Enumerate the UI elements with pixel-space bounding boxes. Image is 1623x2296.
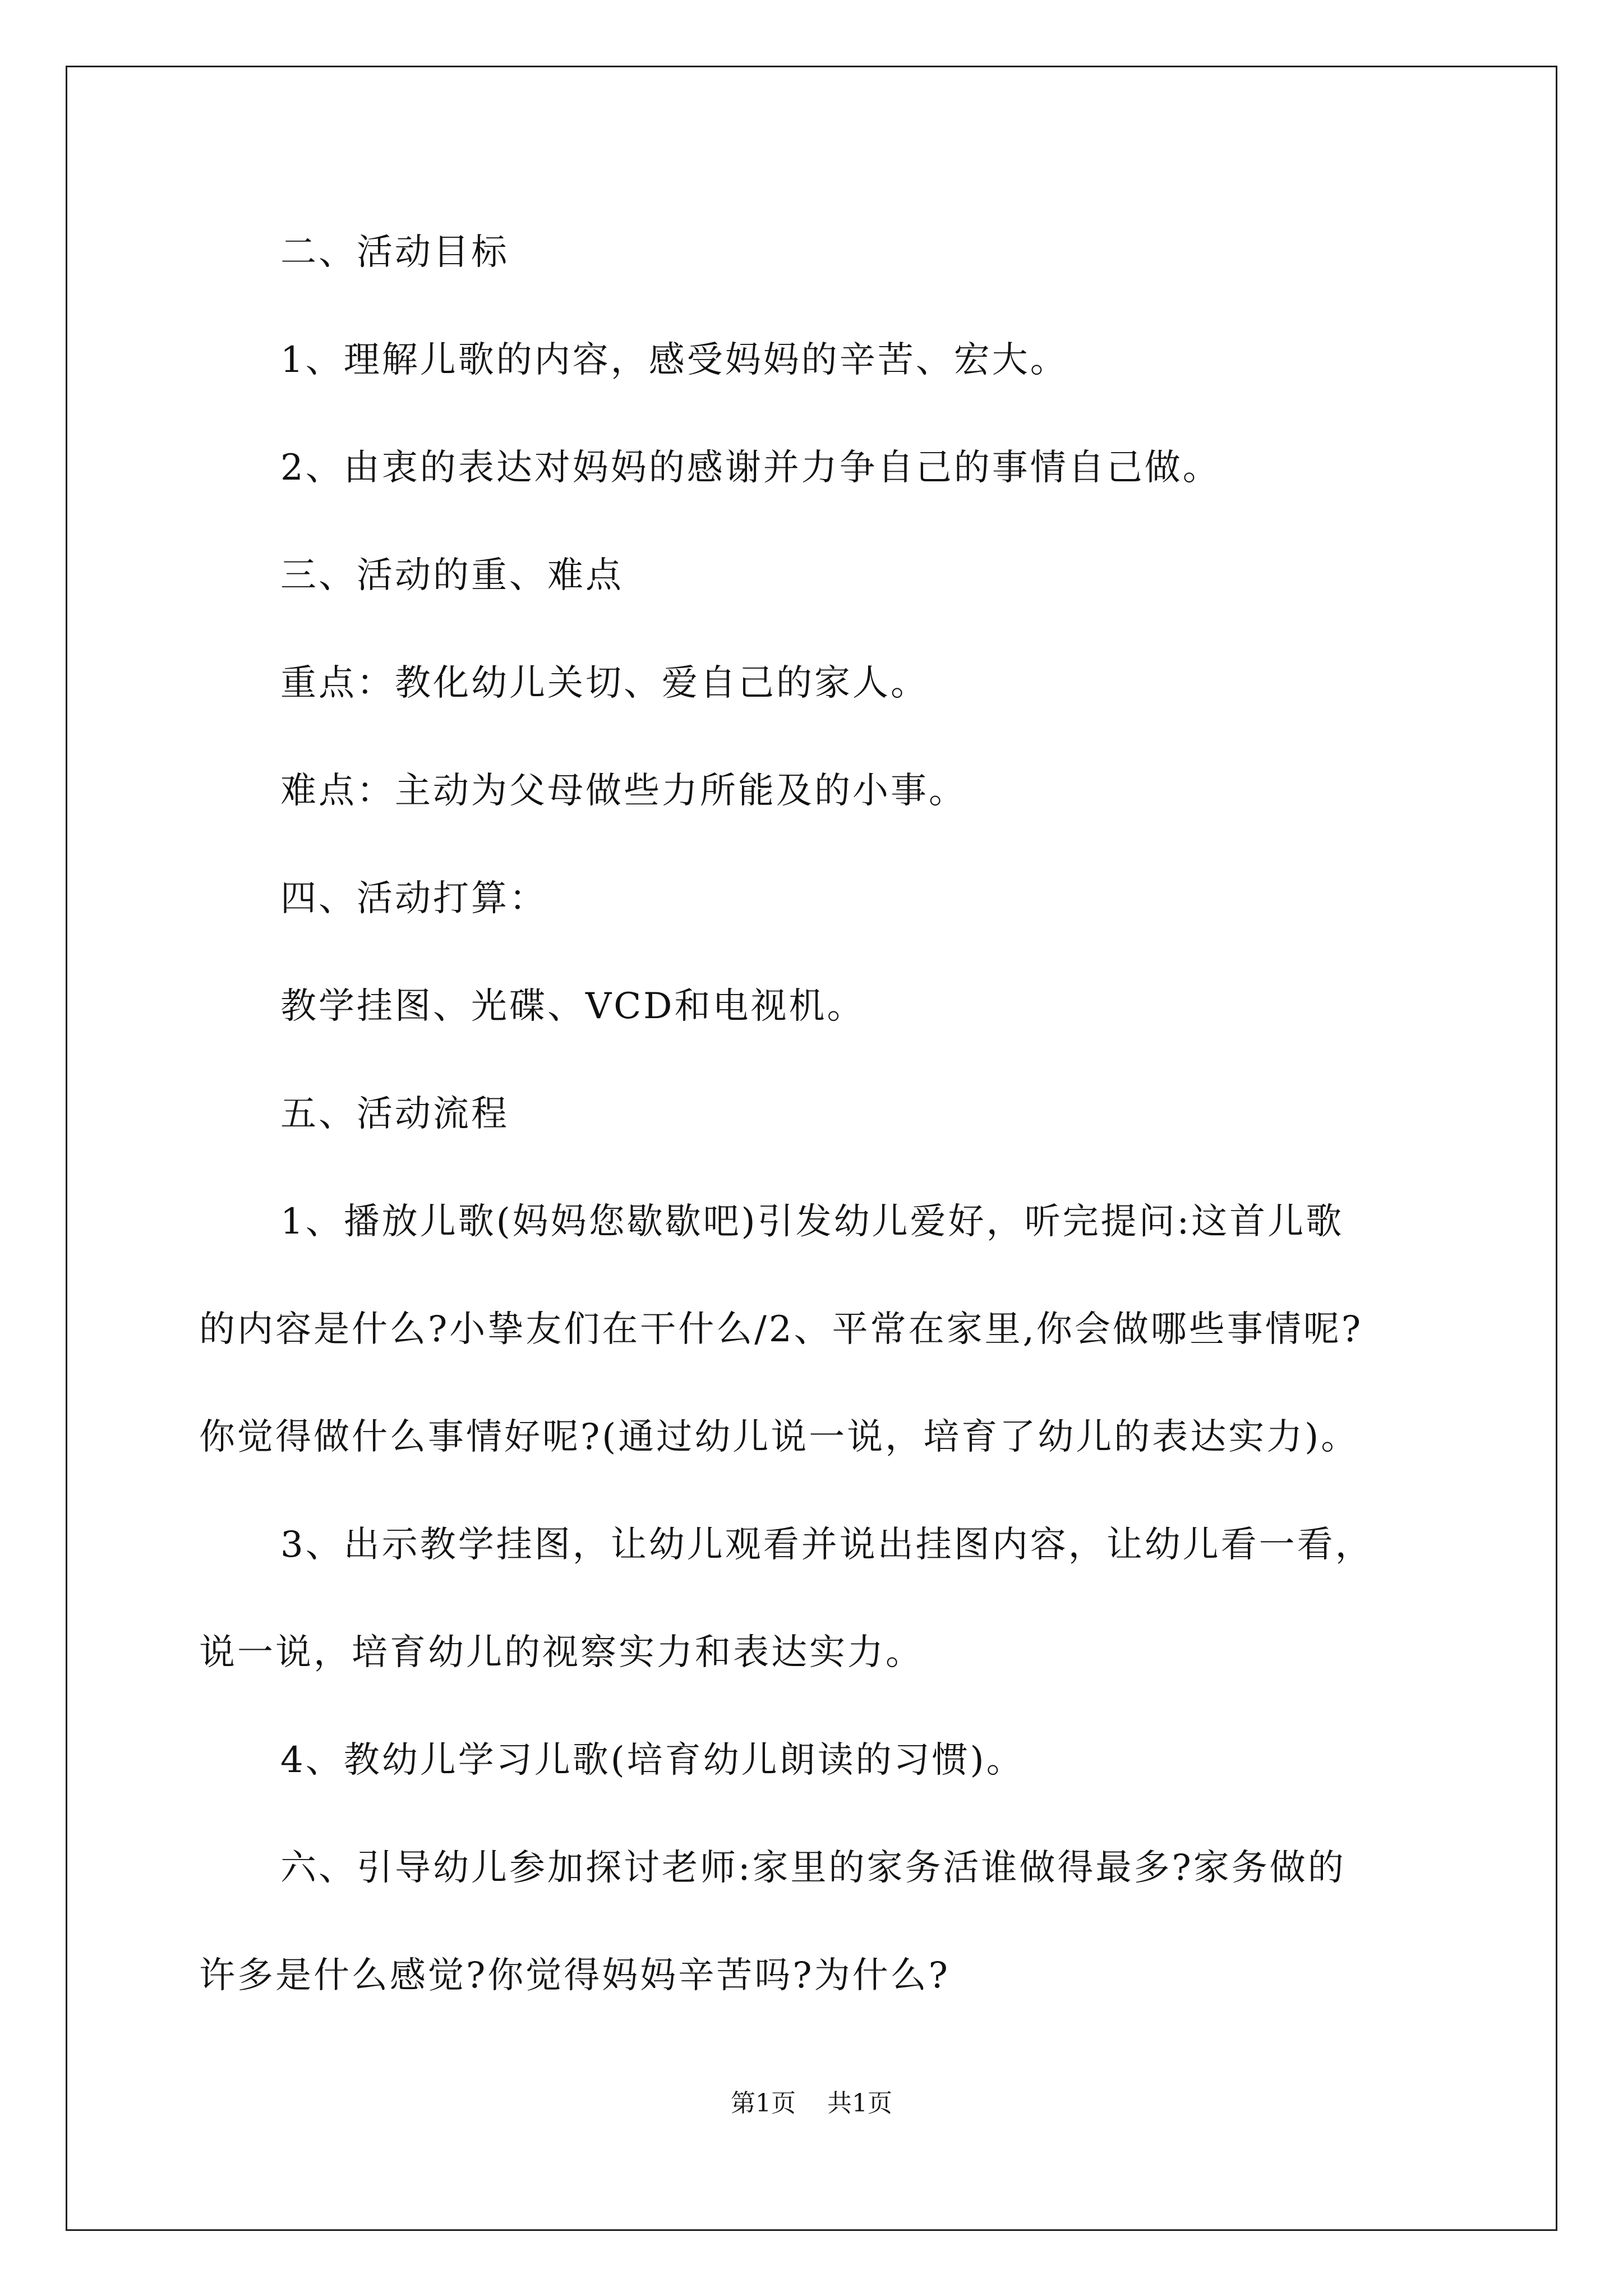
section-heading: 三、活动的重、难点 xyxy=(280,555,624,596)
paragraph-line: 1、播放儿歌(妈妈您歇歇吧)引发幼儿爱好，听完提问:这首儿歌 xyxy=(280,1201,1344,1243)
paragraph-line: 3、出示教学挂图，让幼儿观看并说出挂图内容，让幼儿看一看， xyxy=(280,1524,1373,1566)
paragraph-line: 难点：主动为父母做些力所能及的小事。 xyxy=(280,770,967,812)
paragraph-line: 重点：教化幼儿关切、爱自己的家人。 xyxy=(280,662,929,704)
paragraph-line: 六、引导幼儿参加探讨老师:家里的家务活谁做得最多?家务做的 xyxy=(280,1847,1346,1889)
section-heading: 五、活动流程 xyxy=(280,1093,509,1135)
paragraph-line: 说一说，培育幼儿的视察实力和表达实力。 xyxy=(199,1632,924,1673)
section-heading: 二、活动目标 xyxy=(280,232,509,273)
paragraph-line: 1、理解儿歌的内容，感受妈妈的辛苦、宏大。 xyxy=(280,339,1068,381)
paragraph-line: 4、教幼儿学习儿歌(培育幼儿朗读的习惯)。 xyxy=(280,1740,1025,1781)
paragraph-line: 许多是什么感觉?你觉得妈妈辛苦吗?为什么? xyxy=(199,1955,950,1996)
section-heading: 四、活动打算： xyxy=(280,878,547,919)
paragraph-line: 你觉得做什么事情好呢?(通过幼儿说一说，培育了幼儿的表达实力)。 xyxy=(199,1416,1359,1458)
paragraph-line: 2、由衷的表达对妈妈的感谢并力争自己的事情自己做。 xyxy=(280,447,1221,489)
paragraph-line: 教学挂图、光碟、VCD和电视机。 xyxy=(280,986,865,1027)
paragraph-line: 的内容是什么?小挚友们在干什么/2、平常在家里,你会做哪些事情呢? xyxy=(199,1309,1363,1350)
page-footer: 第1页 共1页 xyxy=(731,2089,892,2118)
